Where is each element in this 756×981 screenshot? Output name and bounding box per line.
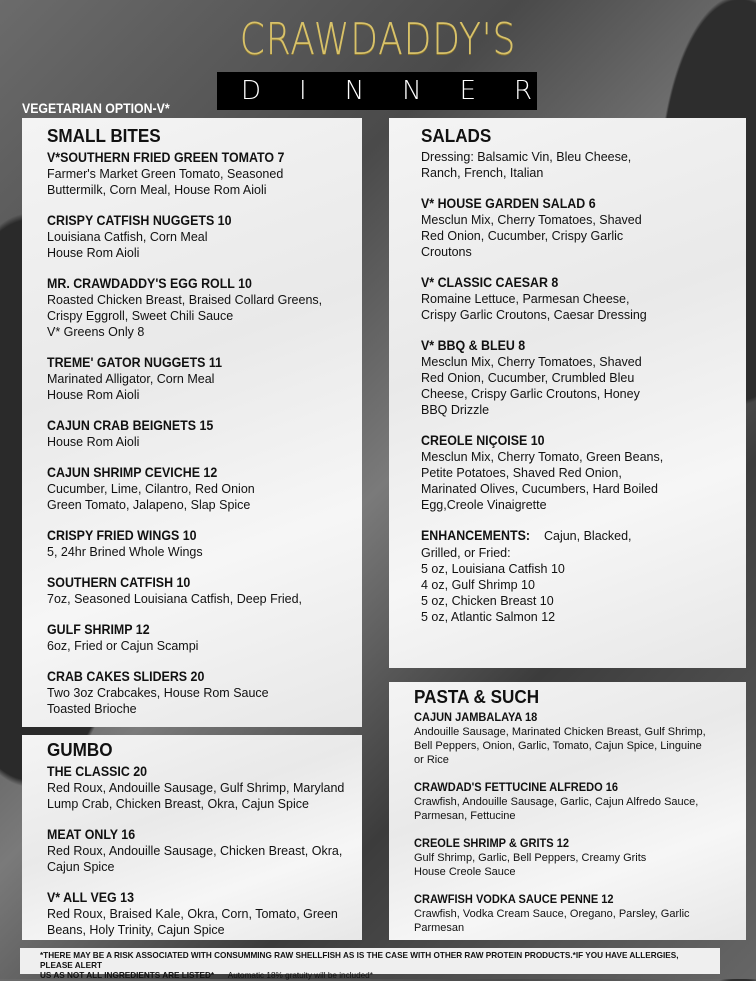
menu-item-line: Cajun Spice <box>47 860 115 874</box>
menu-item-line: Red Roux, Braised Kale, Okra, Corn, Tomato, Green <box>47 907 338 921</box>
menu-item-line: Egg,Creole Vinaigrette <box>421 498 547 512</box>
menu-item-title: CRAB CAKES SLIDERS 20 <box>47 669 205 684</box>
disclaimer-line2: US AS NOT ALL INGREDIENTS ARE LISTED* <box>40 971 215 980</box>
menu-item-title: TREME' GATOR NUGGETS 11 <box>47 355 223 370</box>
menu-item-title: V* CLASSIC CAESAR 8 <box>421 275 559 290</box>
menu-item-line: Ranch, French, Italian <box>421 166 544 180</box>
menu-item-title: V* HOUSE GARDEN SALAD 6 <box>421 196 596 211</box>
menu-item <box>414 710 732 767</box>
pasta-panel <box>389 682 746 940</box>
section-heading: SMALL BITES <box>47 126 161 146</box>
section-heading: SALADS <box>421 126 492 146</box>
menu-item <box>421 337 732 418</box>
menu-item-title: CRAWDAD'S FETTUCINE ALFREDO 16 <box>414 780 619 794</box>
menu-item-line: Crispy Eggroll, Sweet Chili Sauce <box>47 309 234 323</box>
menu-item-line: Marinated Alligator, Corn Meal <box>47 372 215 386</box>
menu-item-line: 4 oz, Gulf Shrimp 10 <box>421 578 535 592</box>
menu-item <box>47 354 348 403</box>
menu-item-line: 5 oz, Atlantic Salmon 12 <box>421 610 556 624</box>
menu-item-title: CRISPY CATFISH NUGGETS 10 <box>47 213 232 228</box>
salads-panel <box>389 118 746 668</box>
menu-item-title: CAJUN SHRIMP CEVICHE 12 <box>47 465 218 480</box>
menu-item-line: 6oz, Fried or Cajun Scampi <box>47 639 199 653</box>
menu-item-line: 7oz, Seasoned Louisiana Catfish, Deep Fried, <box>47 592 303 606</box>
menu-item-line: Buttermilk, Corn Meal, House Rom Aioli <box>47 183 267 197</box>
menu-item-line: BBQ Drizzle <box>421 403 490 417</box>
menu-item-line: Red Roux, Andouille Sausage, Gulf Shrimp, Maryland <box>47 781 345 795</box>
menu-item-line: Crispy Garlic Croutons, Caesar Dressing <box>421 308 647 322</box>
gumbo-panel <box>22 735 362 940</box>
menu-item-line: Red Roux, Andouille Sausage, Chicken Breast, Okra, <box>47 844 343 858</box>
gratuity-note: Automatic 18% gratuity will be included* <box>227 971 373 980</box>
menu-item-title: GULF SHRIMP 12 <box>47 622 150 637</box>
menu-item-line: Beans, Holy Trinity, Cajun Spice <box>47 923 225 937</box>
menu-item-title: V* ALL VEG 13 <box>47 890 134 905</box>
menu-item <box>47 417 348 450</box>
menu-item <box>47 527 348 560</box>
menu-item-line: Roasted Chicken Breast, Braised Collard Greens, <box>47 293 323 307</box>
menu-item-line: Lump Crab, Chicken Breast, Okra, Cajun Spice <box>47 797 309 811</box>
menu-subtitle: DINNER <box>217 72 537 110</box>
menu-item-line: Dressing: Balsamic Vin, Bleu Cheese, <box>421 150 632 164</box>
menu-item-line: Louisiana Catfish, Corn Meal <box>47 230 208 244</box>
menu-item <box>47 275 348 340</box>
menu-item-line: Parmesan, Fettucine <box>414 810 516 822</box>
menu-item <box>421 195 732 260</box>
menu-item-line: Croutons <box>421 245 472 259</box>
menu-item-line: Mesclun Mix, Cherry Tomatoes, Shaved <box>421 213 642 227</box>
menu-item-line: House Rom Aioli <box>47 388 140 402</box>
menu-item-line: Bell Peppers, Onion, Garlic, Tomato, Cajun Spice, Linguine <box>414 740 702 752</box>
menu-item-line: Marinated Olives, Cucumbers, Hard Boiled <box>421 482 658 496</box>
menu-item <box>47 574 348 607</box>
menu-item-line: Two 3oz Crabcakes, House Rom Sauce <box>47 686 269 700</box>
menu-item-line: Toasted Brioche <box>47 702 137 716</box>
menu-item-line: Cucumber, Lime, Cilantro, Red Onion <box>47 482 255 496</box>
menu-item-title: V*SOUTHERN FRIED GREEN TOMATO 7 <box>47 150 285 165</box>
menu-item-title: CAJUN JAMBALAYA 18 <box>414 710 538 724</box>
menu-item <box>414 892 732 935</box>
menu-item <box>47 668 348 717</box>
menu-item <box>414 780 732 823</box>
menu-item-title: CREOLE NIÇOISE 10 <box>421 433 545 448</box>
menu-item-line: Farmer's Market Green Tomato, Seasoned <box>47 167 284 181</box>
menu-item <box>47 889 348 938</box>
menu-item-line: Andouille Sausage, Marinated Chicken Breast, Gulf Shrimp, <box>414 726 706 738</box>
menu-item-title: ENHANCEMENTS: <box>421 528 531 543</box>
menu-item <box>421 527 732 625</box>
menu-item-line: Grilled, or Fried: <box>421 546 511 560</box>
menu-item-line: Gulf Shrimp, Garlic, Bell Peppers, Creamy Grits <box>414 852 647 864</box>
menu-item-line: Crawfish, Andouille Sausage, Garlic, Cajun Alfredo Sauce, <box>414 796 699 808</box>
menu-item-title: SOUTHERN CATFISH 10 <box>47 575 191 590</box>
menu-item <box>47 763 348 812</box>
menu-item-title: THE CLASSIC 20 <box>47 764 148 779</box>
menu-item-line: 5, 24hr Brined Whole Wings <box>47 545 203 559</box>
menu-item <box>47 464 348 513</box>
menu-item <box>414 836 732 879</box>
menu-item-line: House Rom Aioli <box>47 246 140 260</box>
menu-item-line: 5 oz, Chicken Breast 10 <box>421 594 554 608</box>
menu-item <box>47 826 348 875</box>
menu-item-line: or Rice <box>414 754 449 766</box>
menu-item <box>421 274 732 323</box>
section-heading: PASTA & SUCH <box>414 687 540 707</box>
menu-item-line: Romaine Lettuce, Parmesan Cheese, <box>421 292 630 306</box>
menu-item-line: 5 oz, Louisiana Catfish 10 <box>421 562 565 576</box>
menu-item-line: Petite Potatoes, Shaved Red Onion, <box>421 466 622 480</box>
menu-item-line: Mesclun Mix, Cherry Tomato, Green Beans, <box>421 450 664 464</box>
menu-item-line: House Rom Aioli <box>47 435 140 449</box>
menu-item <box>47 212 348 261</box>
menu-item-line: V* Greens Only 8 <box>47 325 145 339</box>
menu-item-title: V* BBQ & BLEU 8 <box>421 338 526 353</box>
menu-item-line: Green Tomato, Jalapeno, Slap Spice <box>47 498 251 512</box>
menu-item-title: CREOLE SHRIMP & GRITS 12 <box>414 836 570 850</box>
menu-item-line: Cajun, Blacked, <box>543 529 632 543</box>
menu-item-title: MEAT ONLY 16 <box>47 827 136 842</box>
menu-item-title: CAJUN CRAB BEIGNETS 15 <box>47 418 214 433</box>
menu-item <box>47 621 348 654</box>
menu-item-line: Mesclun Mix, Cherry Tomatoes, Shaved <box>421 355 642 369</box>
disclaimer <box>20 948 720 980</box>
menu-item-title: CRISPY FRIED WINGS 10 <box>47 528 197 543</box>
disclaimer-line1: *THERE MAY BE A RISK ASSOCIATED WITH CONSUMMING RAW SHELLFISH AS IS THE CASE WITH OTHER RAW PROTEIN PRODUCTS.*IF YOU HAVE ALLERGIES, PLEASE ALERT <box>40 951 679 970</box>
menu-item <box>47 149 348 198</box>
menu-item-title: MR. CRAWDADDY'S EGG ROLL 10 <box>47 276 252 291</box>
small-bites-panel <box>22 118 362 727</box>
menu-item-line: Crawfish, Vodka Cream Sauce, Oregano, Parsley, Garlic <box>414 908 690 920</box>
menu-item <box>421 149 732 181</box>
menu-item <box>421 432 732 513</box>
menu-item-line: Parmesan <box>414 922 465 934</box>
menu-item-line: Red Onion, Cucumber, Crumbled Bleu <box>421 371 635 385</box>
menu-item-line: Red Onion, Cucumber, Crispy Garlic <box>421 229 624 243</box>
vegetarian-note: VEGETARIAN OPTION-V* <box>22 100 170 116</box>
restaurant-title: CRAWDADDY'S <box>239 14 517 65</box>
menu-item-line: Cheese, Crispy Garlic Croutons, Honey <box>421 387 640 401</box>
menu-item-title: CRAWFISH VODKA SAUCE PENNE 12 <box>414 892 614 906</box>
section-heading: GUMBO <box>47 740 113 760</box>
menu-item-line: House Creole Sauce <box>414 866 516 878</box>
